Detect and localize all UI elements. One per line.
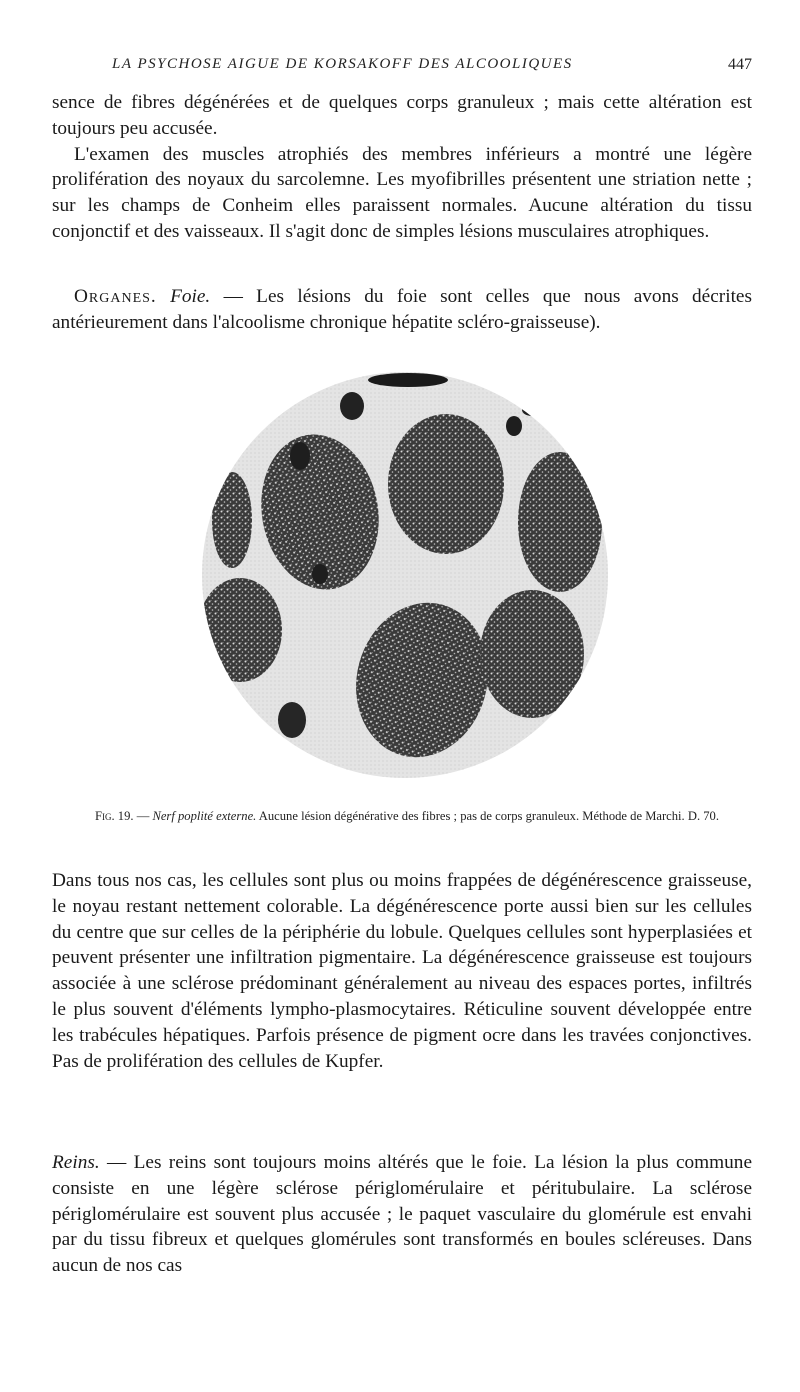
figure-number: Fig. 19.	[95, 809, 134, 823]
running-head	[112, 56, 752, 74]
page-number: 447	[728, 56, 752, 73]
paragraph-reins	[52, 1150, 752, 1279]
text-block-organes	[52, 284, 752, 336]
figure-caption: Fig. 19. — Nerf poplité externe. Aucune lésion dégénérative des fibres ; pas de corps granuleux. Méthode de Marchi. D. 70.	[95, 809, 719, 823]
section-heading-organes: Organes.	[74, 286, 157, 307]
text-block-top	[52, 90, 752, 245]
paragraph-continued: sence de fibres dégénérées et de quelques corps granuleux ; mais cette altération est toujours peu accusée.	[52, 92, 752, 139]
paragraph-organes	[52, 284, 752, 336]
figure-title: Nerf poplité externe.	[152, 809, 257, 823]
micrograph-figure	[202, 372, 608, 778]
text-block-degenerescence	[52, 868, 752, 1074]
paragraph-muscles: L'examen des muscles atrophiés des membres inférieurs a montré une légère prolifération des noyaux du sarcolemne. Les myofibrilles présentent une striation nette ; sur les champs de Conheim elles paraissent normales. Aucune altération du tissu conjonctif et des vaisseaux. Il s'agit donc de simples lésions musculaires atrophiques.	[52, 143, 752, 242]
nerve-micrograph-image	[202, 372, 608, 778]
page	[52, 0, 752, 1392]
figure-description: Aucune lésion dégénérative des fibres ; pas de corps granuleux. Méthode de Marchi. D. 70.	[256, 809, 719, 823]
subheading-reins: Reins.	[52, 1152, 100, 1173]
paragraph-reins-text: — Les reins sont toujours moins altérés que le foie. La lésion la plus commune consiste en une légère sclérose périglomérulaire et péritubulaire. La sclérose périglomérulaire est souvent plus accusée ; le paquet vasculaire du glomérule est envahi par du tissu fibreux et quelques glomérules sont transformés en boules scléreuses. Dans aucun de nos cas	[52, 1152, 752, 1277]
text-block-reins	[52, 1150, 752, 1279]
subheading-foie: Foie.	[170, 286, 211, 307]
paragraph-degenerescence: Dans tous nos cas, les cellules sont plus ou moins frappées de dégénérescence graisseuse, le noyau restant nettement colorable. La dégénérescence porte aussi bien sur les cellules du centre que sur celles de la périphérie du lobule. Quelques cellules sont hyperplasiées et peuvent présenter une infiltration pigmentaire. La dégénérescence graisseuse est toujours associée à une sclérose prédominant généralement au niveau des espaces portes, infiltrés le plus souvent d'éléments lympho-plasmocytaires. Réticuline souvent développée entre les trabécules hépatiques. Parfois présence de pigment ocre dans les travées conjonctives. Pas de prolifération des cellules de Kupfer.	[52, 870, 752, 1072]
paragraph-foie-text: — Les lésions du foie sont celles que nous avons décrites antérieurement dans l'alcoolisme chronique hépatite scléro-graisseuse).	[52, 286, 752, 333]
running-title: LA PSYCHOSE AIGUE DE KORSAKOFF DES ALCOOLIQUES	[112, 56, 573, 72]
